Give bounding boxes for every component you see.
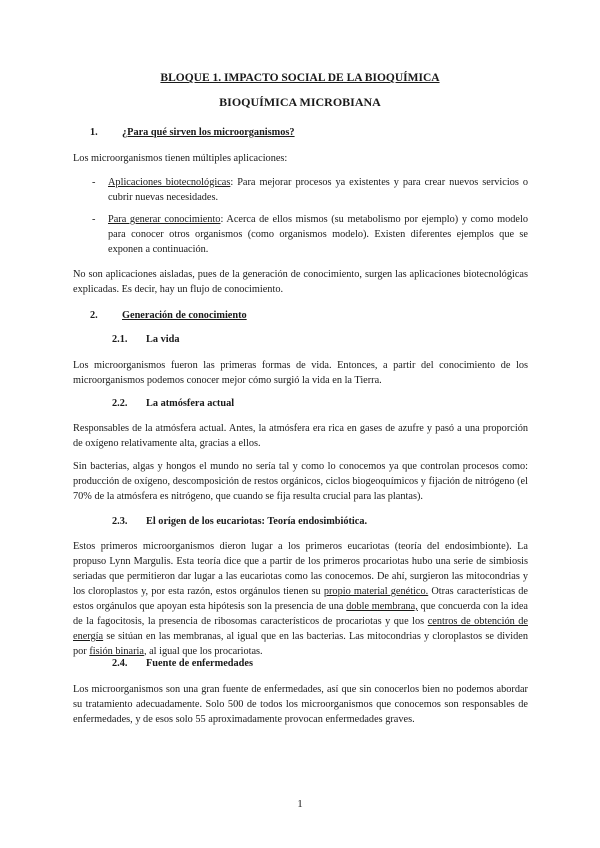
subsection-2-4-heading: Fuente de enfermedades (146, 658, 253, 669)
text-run: , al igual que los procariotas. (143, 646, 263, 657)
bullet-dash: - (92, 177, 96, 188)
section-1-number: 1. (90, 127, 98, 138)
subsection-2-2-number: 2.2. (112, 398, 128, 409)
subsection-2-3-text (73, 539, 528, 659)
subsection-2-2-heading: La atmósfera actual (146, 398, 235, 409)
text-run: Otras características de estos orgánulos que apoyan esta hipótesis son la presencia de una (73, 586, 528, 612)
subsection-2-4-number: 2.4. (112, 658, 128, 669)
text-run: que concuerda con la idea de la fagocitosis, la presencia de ribosomas característicos de procariotas y que los (73, 601, 528, 627)
underlined-term: doble membrana, (346, 601, 418, 612)
underlined-term: centros de obtención de energía (73, 616, 528, 642)
subsection-2-1-number: 2.1. (112, 334, 128, 345)
bullet-item-biotech (108, 175, 528, 205)
document-subtitle: BIOQUÍMICA MICROBIANA (219, 95, 381, 109)
bullet-term: Para generar conocimiento (108, 214, 221, 225)
subsection-2-3-number: 2.3. (112, 516, 128, 527)
document-title: BLOQUE 1. IMPACTO SOCIAL DE LA BIOQUÍMICA (160, 72, 440, 84)
subsection-2-2-paragraph-2: Sin bacterias, algas y hongos el mundo no sería tal y como lo conocemos ya que controlan procesos como: producción de oxígeno, descomposición de restos orgánicos, ciclos biogeoquímicos y fijación de nitrógeno (el 70% de la atmósfera es nitrógeno, que cuando se fija resulta crucial para las plantas). (73, 461, 528, 502)
text-run: Estos primeros microorganismos dieron lugar a los primeros eucariotas (teoría del endosimbionte). La propuso Lynn Margulis. Esta teoría dice que a partir de los primeros procariotas hubo una serie de simbiosis seriadas que permitieron dar lugar a las eucariotas como las conocemos. De ahí, surgieron las mitocondrias y los cloroplastos y, por esta razón, estos orgánulos tienen su (73, 541, 528, 597)
section-1-heading: ¿Para qué sirven los microorganismos? (122, 127, 295, 138)
underlined-term: fisión binaria (89, 646, 144, 657)
subsection-2-1-text: Los microorganismos fueron las primeras formas de vida. Entonces, a partir del conocimiento de los microorganismos podemos conocer mejor cómo surgió la vida en la Tierra. (73, 360, 528, 386)
bullet-text: : Acerca de ellos mismos (su metabolismo por ejemplo) y como modelo para conocer otros organismos (como organismos modelo). Existen diferentes ejemplos que se exponen a continuación. (108, 214, 528, 255)
page-number: 1 (297, 798, 303, 810)
section-1-closing: No son aplicaciones aisladas, pues de la generación de conocimiento, surgen las aplicaciones biotecnológicas explicadas. Es decir, hay un flujo de conocimiento. (73, 269, 528, 295)
section-2-number: 2. (90, 310, 98, 321)
subsection-2-3-heading: El origen de los eucariotas: Teoría endosimbiótica. (146, 516, 368, 527)
subsection-2-1-heading: La vida (146, 334, 180, 345)
text-run: se sitúan en las membranas, al igual que en las bacterias. Las mitocondrias y cloroplastos se dividen por (73, 631, 528, 657)
underlined-term: propio material genético. (323, 586, 429, 597)
bullet-item-knowledge (108, 212, 528, 257)
bullet-text: : Para mejorar procesos ya existentes y para crear nuevos servicios o cubrir nuevas necesidades. (108, 177, 528, 203)
section-1-intro: Los microorganismos tienen múltiples aplicaciones: (73, 153, 288, 164)
subsection-2-2-paragraph-1: Responsables de la atmósfera actual. Antes, la atmósfera era rica en gases de azufre y pasó a una proporción de oxígeno relativamente alta, gracias a ellos. (73, 423, 528, 449)
subsection-2-4-text: Los microorganismos son una gran fuente de enfermedades, así que sin conocerlos bien no podemos abordar su tratamiento adecuadamente. Solo 500 de todos los microorganismos que conocemos son responsables de enfermedades, y de esos solo 55 aproximadamente provocan enfermedades graves. (73, 684, 528, 725)
bullet-dash: - (92, 214, 96, 225)
bullet-term: Aplicaciones biotecnológicas (108, 177, 231, 188)
section-2-heading: Generación de conocimiento (122, 310, 247, 321)
